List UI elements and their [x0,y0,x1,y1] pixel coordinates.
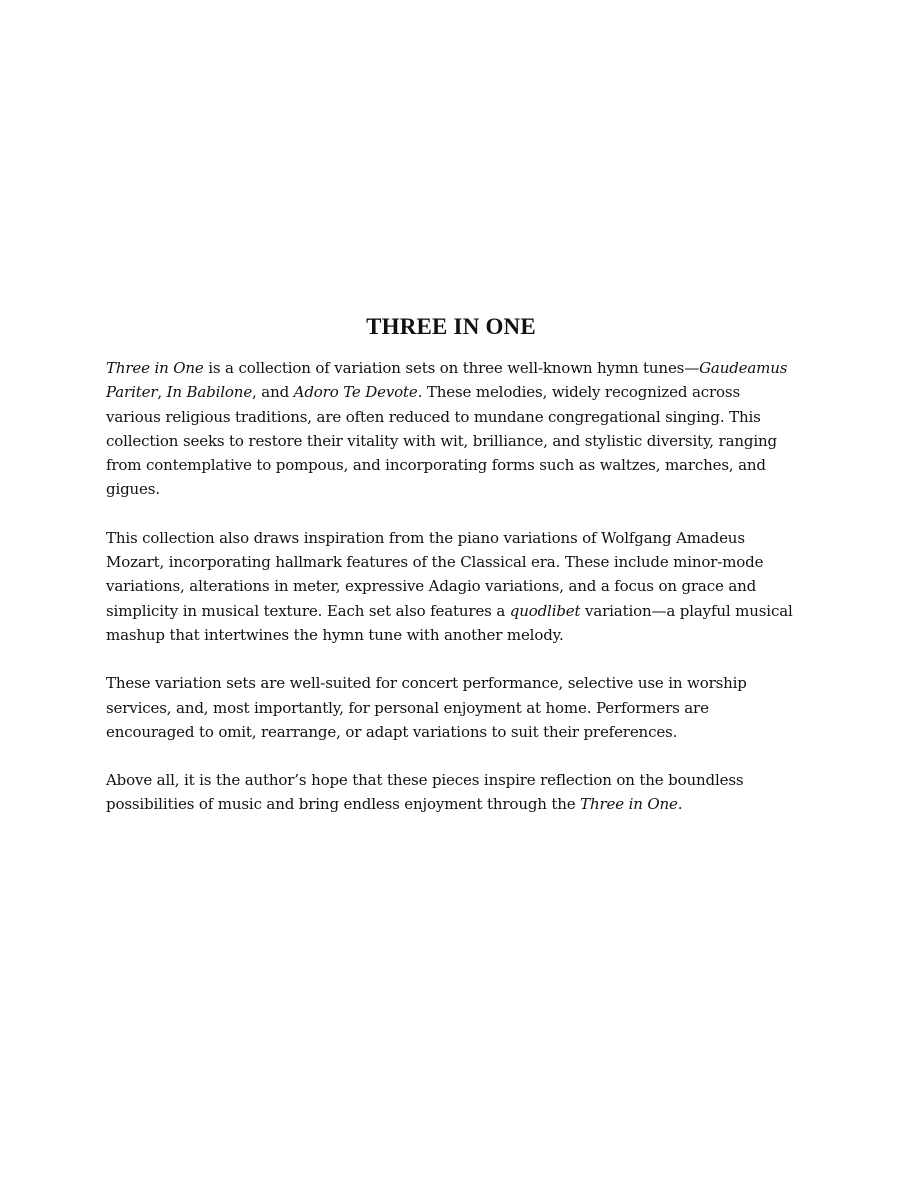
paragraph-mozart-inspiration [106,526,796,647]
paragraph-text: variation—a playful musical mashup that intertwines the hymn tune with another melody. [106,601,793,644]
collection-title-italic: Three in One [106,359,204,377]
paragraph-text: These variation sets are well-suited for concert performance, selective use in worship services, and, most importantly, for personal enjoyment at home. Performers are encouraged to omit, rearrange, or adapt variations to suit their preferences. [106,674,747,741]
document-title: THREE IN ONE [366,314,536,339]
paragraph-text: Above all, it is the author’s hope that these pieces inspire reflection on the boundless possibilities of music and bring endless enjoyment through the [106,771,744,814]
hymn-title-in-babilone: In Babilone [166,383,253,402]
quodlibet-term-italic: quodlibet [509,601,581,620]
paragraph-introduction [106,356,796,502]
collection-title-italic: Three in One [580,795,678,814]
document-body [106,312,796,841]
paragraph-text: , [157,383,167,402]
hymn-title-gaudeamus-pariter: Gaudeamus Pariter [106,359,788,402]
paragraph-author-hope [106,768,796,817]
paragraph-text: . These melodies, widely recognized across various religious traditions, are often reduced to mundane congregational singing. This collection seeks to restore their vitality with wit, brilliance, and stylistic diversity, ranging from contemplative to pompous, and incorporating forms such as waltzes, marches, and gigues. [106,383,777,499]
paragraph-text: . [677,795,683,814]
paragraph-text: , and [252,383,294,402]
hymn-title-adoro-te-devote: Adoro Te Devote [293,383,418,402]
paragraph-performance-use [106,671,796,744]
paragraph-text: This collection also draws inspiration from the piano variations of Wolfgang Amadeus Mozart, incorporating hallmark features of the Classical era. These include minor-mode variations, alterations in meter, expressive Adagio variations, and a focus on grace and simplicity in musical texture. Each set also features a [106,528,764,620]
paragraph-text: is a collection of variation sets on three well-known hymn tunes— [203,359,700,377]
